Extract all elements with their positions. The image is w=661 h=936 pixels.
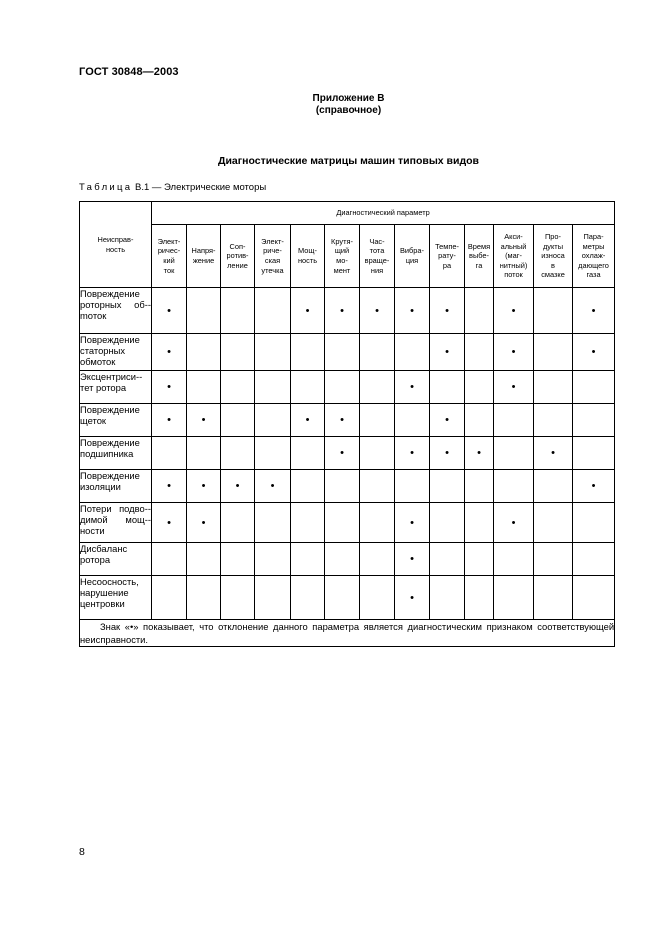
- fault-name-cell: Повреждение щеток: [80, 404, 152, 437]
- matrix-cell: •: [187, 404, 221, 437]
- matrix-cell: [465, 371, 494, 404]
- matrix-cell: [221, 576, 255, 620]
- matrix-cell: •: [430, 288, 465, 334]
- table-body: [80, 288, 615, 620]
- annex-heading: [0, 93, 661, 117]
- matrix-cell: [291, 470, 325, 503]
- matrix-cell: [152, 543, 187, 576]
- matrix-cell: [325, 371, 360, 404]
- matrix-cell: •: [360, 288, 395, 334]
- matrix-cell: •: [325, 288, 360, 334]
- matrix-cell: [534, 288, 573, 334]
- matrix-cell: [395, 404, 430, 437]
- matrix-cell: •: [395, 576, 430, 620]
- fault-name-cell: Потери подво-димой мощ-ности: [80, 503, 152, 543]
- matrix-cell: [395, 334, 430, 371]
- matrix-cell: [360, 334, 395, 371]
- matrix-cell: [430, 576, 465, 620]
- matrix-cell: [291, 503, 325, 543]
- matrix-cell: [573, 404, 615, 437]
- matrix-cell: •: [395, 437, 430, 470]
- matrix-cell: •: [494, 503, 534, 543]
- matrix-cell: [255, 371, 291, 404]
- matrix-cell: [255, 543, 291, 576]
- fault-name-cell: Повреждение изоляции: [80, 470, 152, 503]
- table-note-row: [80, 620, 615, 647]
- matrix-cell: •: [187, 503, 221, 543]
- matrix-cell: •: [430, 404, 465, 437]
- column-header: Про- дукты износа в смазке: [534, 225, 573, 288]
- matrix-cell: •: [395, 288, 430, 334]
- matrix-cell: •: [255, 470, 291, 503]
- column-header: Час- тота враще- ния: [360, 225, 395, 288]
- column-header: Элект- риче- ская утечка: [255, 225, 291, 288]
- matrix-cell: [221, 437, 255, 470]
- matrix-cell: [360, 503, 395, 543]
- matrix-cell: [325, 503, 360, 543]
- matrix-cell: [465, 503, 494, 543]
- matrix-cell: [573, 503, 615, 543]
- fault-name-cell: Повреждение подшипника: [80, 437, 152, 470]
- matrix-cell: [573, 371, 615, 404]
- matrix-cell: [395, 470, 430, 503]
- matrix-cell: •: [494, 371, 534, 404]
- matrix-cell: [534, 371, 573, 404]
- table-row: [80, 437, 615, 470]
- annex-title: Приложение В: [312, 93, 385, 104]
- matrix-cell: [360, 543, 395, 576]
- matrix-cell: •: [152, 334, 187, 371]
- matrix-cell: •: [325, 404, 360, 437]
- matrix-cell: •: [152, 288, 187, 334]
- matrix-cell: [494, 576, 534, 620]
- table-row: [80, 334, 615, 371]
- matrix-cell: [360, 404, 395, 437]
- matrix-cell: [465, 334, 494, 371]
- section-title: [0, 155, 661, 167]
- column-header: Соп- ротив- ление: [221, 225, 255, 288]
- matrix-cell: [187, 334, 221, 371]
- matrix-cell: [573, 437, 615, 470]
- matrix-cell: [255, 404, 291, 437]
- matrix-cell: [534, 503, 573, 543]
- matrix-cell: [534, 334, 573, 371]
- matrix-cell: •: [573, 470, 615, 503]
- column-header: Вибра- ция: [395, 225, 430, 288]
- matrix-cell: [221, 334, 255, 371]
- matrix-cell: •: [291, 404, 325, 437]
- matrix-cell: [494, 470, 534, 503]
- matrix-cell: [360, 576, 395, 620]
- table-caption: [79, 182, 266, 193]
- matrix-cell: [291, 371, 325, 404]
- table-row: [80, 503, 615, 543]
- document-code: ГОСТ 30848—2003: [79, 66, 179, 78]
- matrix-cell: [360, 470, 395, 503]
- matrix-cell: •: [221, 470, 255, 503]
- matrix-cell: [494, 543, 534, 576]
- matrix-cell: [221, 543, 255, 576]
- matrix-cell: [325, 543, 360, 576]
- matrix-cell: [534, 576, 573, 620]
- matrix-cell: [465, 288, 494, 334]
- table-header-row-group: [80, 202, 615, 225]
- fault-name-cell: Повреждение статорных обмоток: [80, 334, 152, 371]
- matrix-cell: •: [152, 371, 187, 404]
- matrix-cell: [430, 543, 465, 576]
- matrix-cell: [291, 334, 325, 371]
- page-number: 8: [79, 846, 85, 858]
- column-header: Мощ- ность: [291, 225, 325, 288]
- matrix-cell: •: [494, 334, 534, 371]
- table-row: [80, 404, 615, 437]
- matrix-cell: •: [573, 334, 615, 371]
- matrix-cell: [255, 437, 291, 470]
- table-caption-prefix: Таблица: [79, 182, 133, 193]
- table-note: Знак «•» показывает, что отклонение данного параметра является диагностическим признаком соответствующей неисправности.: [80, 621, 615, 645]
- matrix-cell: [187, 543, 221, 576]
- matrix-cell: •: [395, 503, 430, 543]
- matrix-cell: •: [534, 437, 573, 470]
- matrix-cell: [465, 404, 494, 437]
- matrix-cell: [291, 437, 325, 470]
- fault-name-cell: Эксцентриси-тет ротора: [80, 371, 152, 404]
- matrix-cell: [291, 576, 325, 620]
- matrix-cell: •: [187, 470, 221, 503]
- matrix-cell: [465, 470, 494, 503]
- matrix-cell: [430, 371, 465, 404]
- matrix-cell: [221, 503, 255, 543]
- table-header-row-columns: [80, 225, 615, 288]
- matrix-cell: [187, 576, 221, 620]
- column-header: Напря- жение: [187, 225, 221, 288]
- column-header: Элект- ричес- кий ток: [152, 225, 187, 288]
- matrix-cell: •: [395, 543, 430, 576]
- matrix-cell: •: [430, 437, 465, 470]
- matrix-cell: [152, 437, 187, 470]
- table-row: [80, 371, 615, 404]
- matrix-cell: [325, 576, 360, 620]
- matrix-cell: [152, 576, 187, 620]
- table-row: [80, 543, 615, 576]
- matrix-cell: [291, 543, 325, 576]
- matrix-cell: [465, 543, 494, 576]
- matrix-cell: [430, 503, 465, 543]
- matrix-cell: [187, 371, 221, 404]
- matrix-cell: •: [152, 404, 187, 437]
- matrix-cell: [325, 470, 360, 503]
- matrix-cell: •: [465, 437, 494, 470]
- matrix-cell: [534, 470, 573, 503]
- table-row: [80, 288, 615, 334]
- column-header: Акси- альный (маг- нитный) поток: [494, 225, 534, 288]
- annex-subtitle: (справочное): [315, 105, 382, 116]
- column-header: Пара- метры охлаж- дающего газа: [573, 225, 615, 288]
- matrix-cell: [255, 576, 291, 620]
- matrix-cell: [534, 543, 573, 576]
- matrix-cell: [465, 576, 494, 620]
- matrix-cell: [494, 437, 534, 470]
- table-row: [80, 470, 615, 503]
- matrix-cell: [494, 404, 534, 437]
- matrix-cell: •: [291, 288, 325, 334]
- section-title-text: Диагностические матрицы машин типовых видов: [217, 155, 480, 167]
- matrix-cell: •: [152, 503, 187, 543]
- matrix-cell: •: [494, 288, 534, 334]
- column-header: Темпе- рату- ра: [430, 225, 465, 288]
- matrix-cell: [573, 576, 615, 620]
- matrix-cell: [221, 288, 255, 334]
- fault-name-cell: Несоосность, нарушение центровки: [80, 576, 152, 620]
- matrix-cell: [325, 334, 360, 371]
- column-header: Время выбе- га: [465, 225, 494, 288]
- matrix-cell: [221, 404, 255, 437]
- matrix-cell: •: [395, 371, 430, 404]
- fault-name-cell: Повреждение роторных об-mоток: [80, 288, 152, 334]
- diagnostic-matrix-table: [79, 201, 615, 647]
- fault-name-cell: Дисбаланс ротора: [80, 543, 152, 576]
- matrix-cell: [255, 334, 291, 371]
- matrix-cell: [360, 437, 395, 470]
- matrix-cell: [255, 288, 291, 334]
- parameter-group-header: Диагностический параметр: [152, 202, 615, 225]
- matrix-cell: [534, 404, 573, 437]
- matrix-cell: •: [573, 288, 615, 334]
- matrix-cell: [430, 470, 465, 503]
- matrix-cell: [187, 437, 221, 470]
- matrix-cell: [221, 371, 255, 404]
- matrix-cell: [360, 371, 395, 404]
- matrix-cell: •: [325, 437, 360, 470]
- column-header: Крутя- щий мо- мент: [325, 225, 360, 288]
- matrix-cell: •: [430, 334, 465, 371]
- matrix-cell: [187, 288, 221, 334]
- matrix-cell: •: [152, 470, 187, 503]
- matrix-cell: [255, 503, 291, 543]
- row-header-title: Неисправ- ность: [80, 202, 152, 288]
- table-row: [80, 576, 615, 620]
- table-caption-text: В.1 — Электрические моторы: [132, 182, 267, 193]
- matrix-cell: [573, 543, 615, 576]
